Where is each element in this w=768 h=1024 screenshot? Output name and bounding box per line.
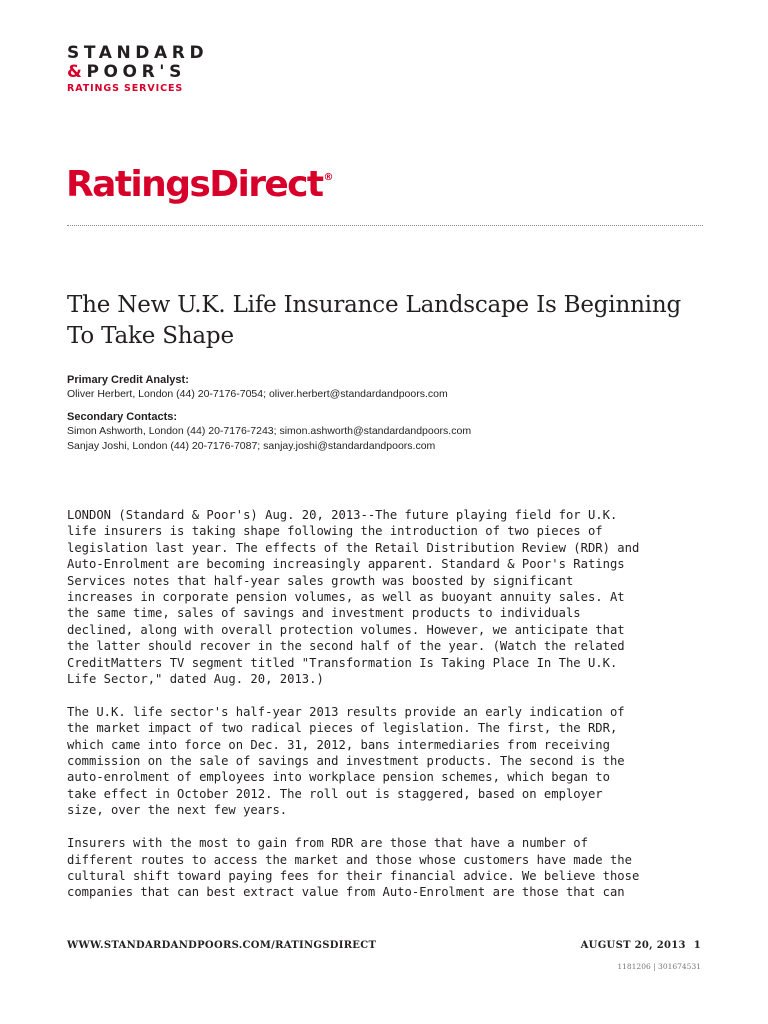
secondary-contacts-heading: Secondary Contacts: bbox=[67, 411, 178, 423]
logo-line-ratings-services: RATINGS SERVICES bbox=[67, 83, 184, 94]
article-title: The New U.K. Life Insurance Landscape Is Beginning To Take Shape bbox=[67, 292, 681, 349]
header-divider bbox=[67, 225, 703, 226]
page-number: 1 bbox=[693, 940, 701, 951]
logo-poors-text: POOR'S bbox=[86, 62, 186, 82]
body-paragraph: Insurers with the most to gain from RDR are those that have a number of different routes to access the market and those whose customers have made the cultural shift toward paying fees for their financial advice. We believe those companies that can best extract value from Auto-Enrolment are those that can bbox=[67, 836, 640, 900]
secondary-contact-line: Sanjay Joshi, London (44) 20-7176-7087; sanjay.joshi@standardandpoors.com bbox=[67, 440, 436, 452]
registered-mark: ® bbox=[323, 172, 334, 183]
footer-date-page bbox=[581, 940, 701, 951]
logo-ampersand: & bbox=[67, 62, 87, 82]
article-body bbox=[67, 507, 707, 917]
body-paragraph: LONDON (Standard & Poor's) Aug. 20, 2013--The future playing field for U.K. life insurers is taking shape following the introduction of two pieces of legislation last year. The effects of the Retail Distribution Review (RDR) and Auto-Enrolment are becoming increasingly apparent. Standard & Poor's Ratings Services notes that half-year sales growth was boosted by significant increases in corporate pension volumes, as well as buoyant annuity sales. At the same time, sales of savings and investment products to individuals declined, along with overall protection volumes. However, we anticipate that the latter should recover in the second half of the year. (Watch the related CreditMatters TV segment titled "Transformation Is Taking Place In The U.K. Life Sector," dated Aug. 20, 2013.) bbox=[67, 508, 640, 687]
footer-url-link[interactable]: WWW.STANDARDANDPOORS.COM/RATINGSDIRECT bbox=[67, 940, 377, 951]
document-id: 1181206 | 301674531 bbox=[617, 962, 701, 971]
footer-date: AUGUST 20, 2013 bbox=[580, 940, 686, 951]
logo-line-poors bbox=[67, 63, 208, 82]
contacts-block bbox=[67, 373, 707, 454]
primary-analyst-heading: Primary Credit Analyst: bbox=[67, 374, 189, 386]
sp-logo bbox=[67, 44, 208, 94]
brand-name: RatingsDirect bbox=[66, 164, 323, 205]
primary-analyst-line: Oliver Herbert, London (44) 20-7176-7054; oliver.herbert@standardandpoors.com bbox=[67, 388, 448, 400]
ratingsdirect-brand bbox=[66, 164, 334, 205]
body-paragraph: The U.K. life sector's half-year 2013 results provide an early indication of the market impact of two radical pieces of legislation. The first, the RDR, which came into force on Dec. 31, 2012, bans intermediaries from receiving commission on the sale of savings and investment products. The second is the auto-enrolment of employees into workplace pension schemes, which began to take effect in October 2012. The roll out is staggered, based on employer size, over the next few years. bbox=[67, 704, 625, 818]
secondary-contact-line: Simon Ashworth, London (44) 20-7176-7243; simon.ashworth@standardandpoors.com bbox=[67, 425, 472, 437]
logo-line-standard: STANDARD bbox=[67, 43, 209, 63]
